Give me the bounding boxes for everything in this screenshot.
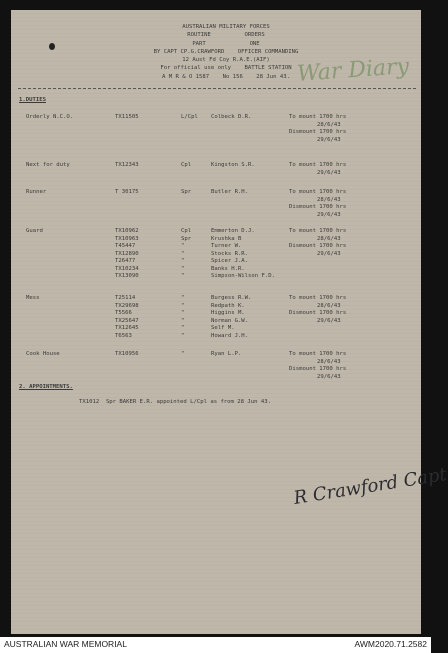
duty-name: Guard	[26, 228, 43, 234]
rank: Cpl	[181, 228, 192, 234]
duty-time-note: 29/6/43	[317, 211, 341, 218]
war-diary-stamp: War Diary	[296, 54, 410, 87]
header-line: PART ONE	[192, 40, 260, 47]
section-title-appointments: 2. APPOINTMENTS.	[19, 384, 73, 390]
duty-time-note: 29/6/43	[317, 250, 341, 257]
soldier-name: Butler R.H.	[211, 189, 249, 195]
service-number: T6563	[115, 332, 132, 339]
duty-time-note: Dismount 1700 hrs	[289, 310, 347, 316]
header-line: A M R & O 1587 No 156 28 Jun 43.	[162, 73, 290, 80]
rank: "	[181, 258, 185, 264]
rank: L/Cpl	[181, 114, 198, 120]
duty-name: Orderly N.C.O.	[26, 114, 74, 120]
service-number: T 30175	[115, 189, 139, 195]
soldier-name: Turner W.	[211, 243, 242, 249]
header-line: 12 Aust Fd Coy R.A.E.(AIF)	[182, 57, 270, 64]
rank: Spr	[181, 189, 192, 195]
soldier-name: Stocks R.R.	[211, 250, 249, 257]
rank: "	[181, 310, 185, 316]
soldier-name: Emmerton D.J.	[211, 228, 255, 234]
rank: Spr	[181, 235, 192, 242]
soldier-name: Simpson-Wilson F.D.	[211, 273, 275, 279]
duty-time-note: 29/6/43	[317, 169, 341, 176]
service-number: TX10956	[115, 351, 139, 357]
duty-time-note: To mount 1700 hrs	[289, 114, 347, 120]
appointment-text: TX1012 Spr BAKER E.R. appointed L/Cpl as from 28 Jun 43.	[79, 399, 271, 405]
service-number: T5566	[115, 310, 132, 316]
soldier-name: Ryan L.P.	[211, 351, 242, 357]
duty-time-note: To mount 1700 hrs	[289, 162, 347, 168]
duty-time-note: To mount 1700 hrs	[289, 351, 347, 357]
soldier-name: Banks H.R.	[211, 265, 245, 272]
rank: Cpl	[181, 162, 192, 168]
service-number: TX10234	[115, 265, 139, 272]
soldier-name: Self M.	[211, 325, 235, 331]
service-number: T25114	[115, 295, 136, 301]
soldier-name: Howard J.H.	[211, 332, 249, 339]
header-divider	[18, 88, 416, 89]
header-line: ROUTINE ORDERS	[187, 32, 265, 39]
soldier-name: Burgess R.W.	[211, 295, 252, 301]
duty-name: Mess	[26, 295, 40, 301]
rank: "	[181, 250, 185, 257]
rank: "	[181, 273, 185, 279]
service-number: TX10962	[115, 228, 139, 234]
service-number: TX25647	[115, 317, 139, 324]
duty-time-note: Dismount 1700 hrs	[289, 204, 347, 210]
rank: "	[181, 317, 185, 324]
footer-accession-number: AWM2020.71.2582	[354, 639, 427, 649]
soldier-name: Redpath K.	[211, 302, 245, 309]
duty-time-note: 29/6/43	[317, 136, 341, 143]
duty-name: Cook House	[26, 351, 60, 357]
rank: "	[181, 265, 185, 272]
duty-time-note: 29/6/43	[317, 373, 341, 380]
duty-time-note: To mount 1700 hrs	[289, 295, 347, 301]
duty-time-note: 28/6/43	[317, 121, 341, 128]
rank: "	[181, 325, 185, 331]
duty-time-note: 28/6/43	[317, 358, 341, 365]
rank: "	[181, 332, 185, 339]
soldier-name: Higgins M.	[211, 310, 245, 316]
duty-time-note: 28/6/43	[317, 235, 341, 242]
soldier-name: Spicer J.A.	[211, 258, 249, 264]
service-number: TX12645	[115, 325, 139, 331]
service-number: TX12890	[115, 250, 139, 257]
officer-signature: R Crawford Capt	[292, 464, 448, 509]
rank: "	[181, 351, 185, 357]
duty-time-note: 28/6/43	[317, 196, 341, 203]
duty-time-note: To mount 1700 hrs	[289, 189, 347, 195]
duty-time-note: To mount 1700 hrs	[289, 228, 347, 234]
service-number: T45447	[115, 243, 136, 249]
punch-hole	[49, 43, 55, 50]
duty-time-note: Dismount 1700 hrs	[289, 366, 347, 372]
service-number: T26477	[115, 258, 136, 264]
service-number: TX10963	[115, 235, 139, 242]
soldier-name: Krushka B	[211, 235, 242, 242]
header-line: For official use only BATTLE STATION	[160, 65, 292, 72]
archive-footer	[0, 637, 431, 653]
section-title-duties: 1.DUTIES	[19, 97, 46, 103]
duty-time-note: 29/6/43	[317, 317, 341, 324]
footer-institution: AUSTRALIAN WAR MEMORIAL	[4, 639, 127, 649]
duty-name: Next for duty	[26, 162, 70, 168]
service-number: TX29698	[115, 302, 139, 309]
service-number: TX11505	[115, 114, 139, 120]
header-line: AUSTRALIAN MILITARY FORCES	[182, 24, 270, 30]
header-line: BY CAPT CP.G.CRAWFORD OFFICER COMMANDING	[153, 48, 299, 55]
rank: "	[181, 302, 185, 309]
rank: "	[181, 295, 185, 301]
duty-time-note: 28/6/43	[317, 302, 341, 309]
document-page	[11, 10, 448, 634]
duty-name: Runner	[26, 189, 47, 195]
soldier-name: Colbeck D.R.	[211, 114, 252, 120]
duty-time-note: Dismount 1700 hrs	[289, 129, 347, 135]
duty-time-note: Dismount 1700 hrs	[289, 243, 347, 249]
soldier-name: Kingston S.R.	[211, 162, 255, 168]
soldier-name: Norman G.W.	[211, 317, 249, 324]
rank: "	[181, 243, 185, 249]
service-number: TX13090	[115, 273, 139, 279]
service-number: TX12343	[115, 162, 139, 168]
